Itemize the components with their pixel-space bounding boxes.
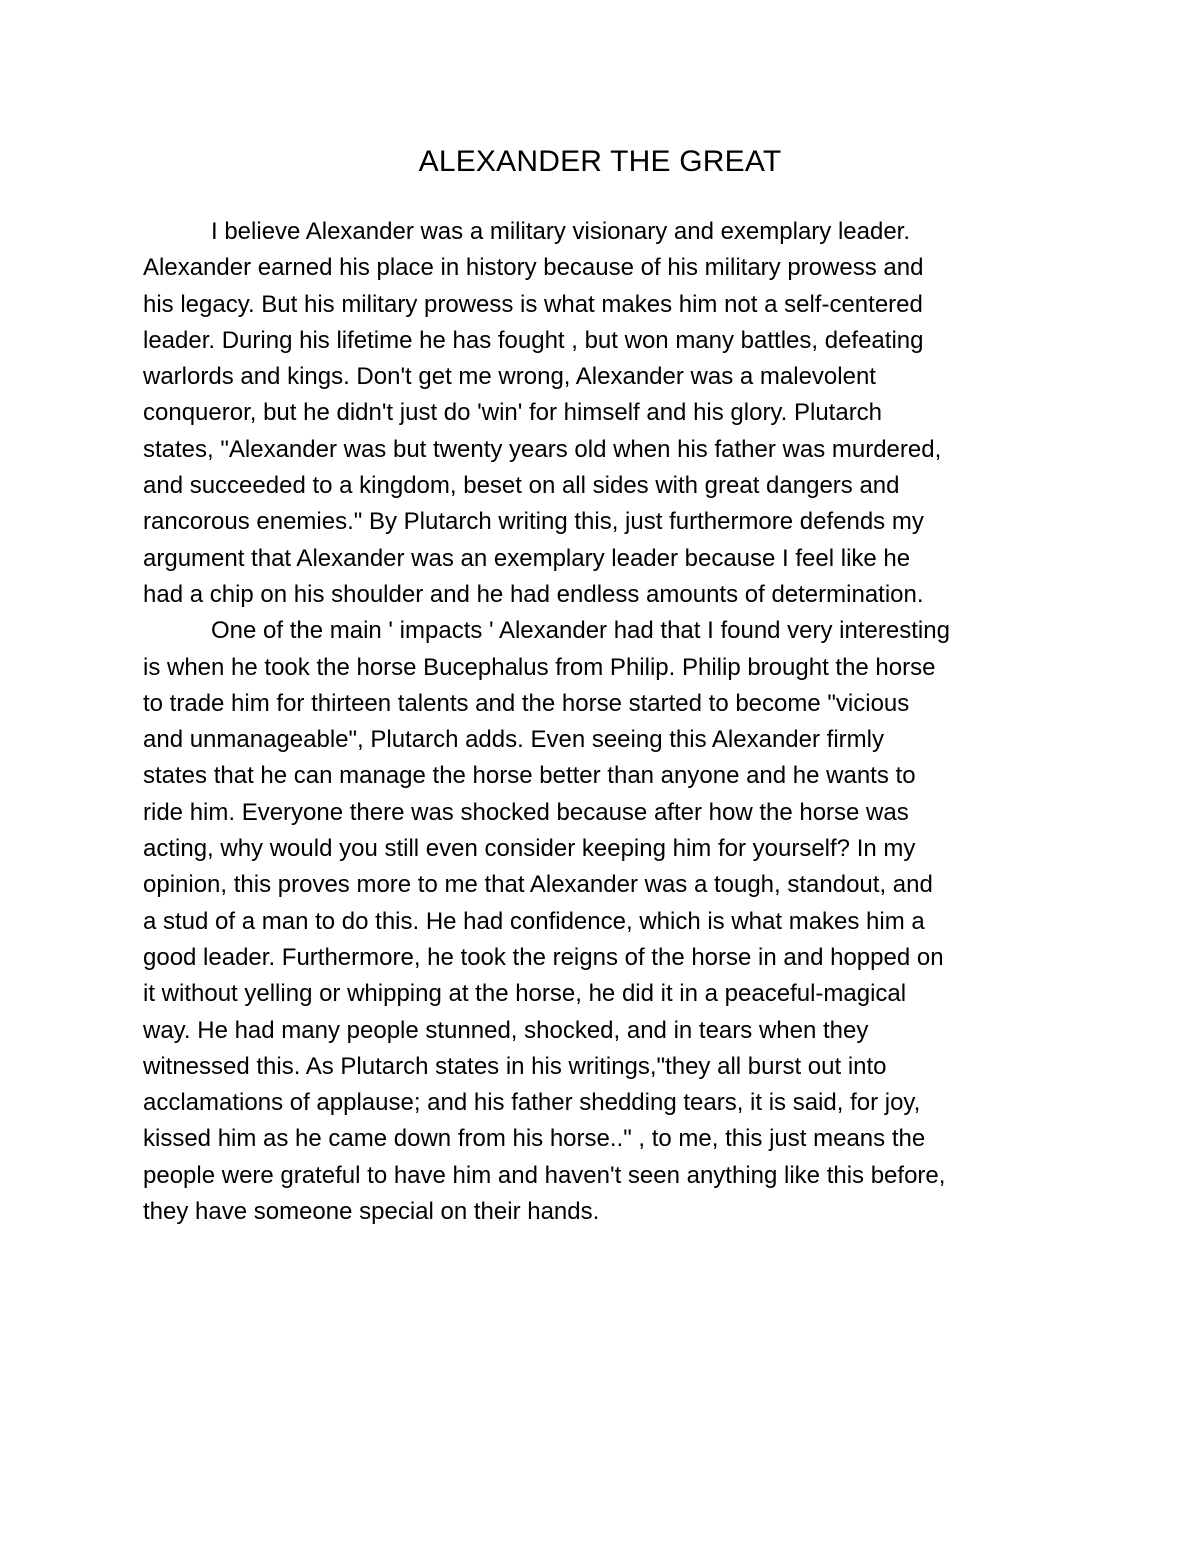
paragraph-line: leader. During his lifetime he has fought , but won many battles, defeating bbox=[143, 326, 924, 354]
paragraph-line: argument that Alexander was an exemplary leader because I feel like he bbox=[143, 544, 911, 572]
paragraph-line: kissed him as he came down from his horse.." , to me, this just means the bbox=[143, 1125, 926, 1153]
document-body bbox=[143, 214, 1073, 1230]
paragraph-line: states that he can manage the horse better than anyone and he wants to bbox=[143, 762, 916, 790]
paragraph-line: is when he took the horse Bucephalus from Philip. Philip brought the horse bbox=[143, 653, 936, 681]
paragraph-line: had a chip on his shoulder and he had endless amounts of determination. bbox=[143, 580, 924, 608]
paragraph-line: people were grateful to have him and haven't seen anything like this before, bbox=[143, 1161, 946, 1189]
paragraph-line: Alexander earned his place in history because of his military prowess and bbox=[143, 254, 924, 282]
paragraph-line: and succeeded to a kingdom, beset on all sides with great dangers and bbox=[143, 472, 900, 500]
paragraph-line: ride him. Everyone there was shocked because after how the horse was bbox=[143, 798, 909, 826]
paragraph-line: opinion, this proves more to me that Alexander was a tough, standout, and bbox=[143, 871, 933, 899]
paragraph-line: conqueror, but he didn't just do 'win' for himself and his glory. Plutarch bbox=[143, 399, 883, 427]
paragraph-line: a stud of a man to do this. He had confidence, which is what makes him a bbox=[143, 907, 925, 935]
paragraph-line: to trade him for thirteen talents and the horse started to become "vicious bbox=[143, 689, 910, 717]
paragraph-line: One of the main ' impacts ' Alexander had that I found very interesting bbox=[211, 617, 950, 645]
paragraph-line: way. He had many people stunned, shocked, and in tears when they bbox=[143, 1016, 869, 1044]
paragraph-line: witnessed this. As Plutarch states in his writings,"they all burst out into bbox=[143, 1052, 887, 1080]
paragraph-line: warlords and kings. Don't get me wrong, Alexander was a malevolent bbox=[143, 363, 876, 391]
paragraph-line: acclamations of applause; and his father shedding tears, it is said, for joy, bbox=[143, 1089, 921, 1117]
paragraph-line: his legacy. But his military prowess is what makes him not a self-centered bbox=[143, 290, 923, 318]
paragraph-line: and unmanageable", Plutarch adds. Even seeing this Alexander firmly bbox=[143, 726, 884, 754]
paragraph-line: good leader. Furthermore, he took the reigns of the horse in and hopped on bbox=[143, 943, 944, 971]
paragraph-line: it without yelling or whipping at the horse, he did it in a peaceful-magical bbox=[143, 980, 907, 1008]
paragraph-line: acting, why would you still even consider keeping him for yourself? In my bbox=[143, 835, 916, 863]
paragraph-line: rancorous enemies." By Plutarch writing this, just furthermore defends my bbox=[143, 508, 924, 536]
paragraph-line: states, "Alexander was but twenty years old when his father was murdered, bbox=[143, 435, 942, 463]
paragraph-line: they have someone special on their hands. bbox=[143, 1198, 600, 1226]
document-title: ALEXANDER THE GREAT bbox=[418, 145, 782, 178]
paragraph-line: I believe Alexander was a military visionary and exemplary leader. bbox=[211, 218, 911, 245]
